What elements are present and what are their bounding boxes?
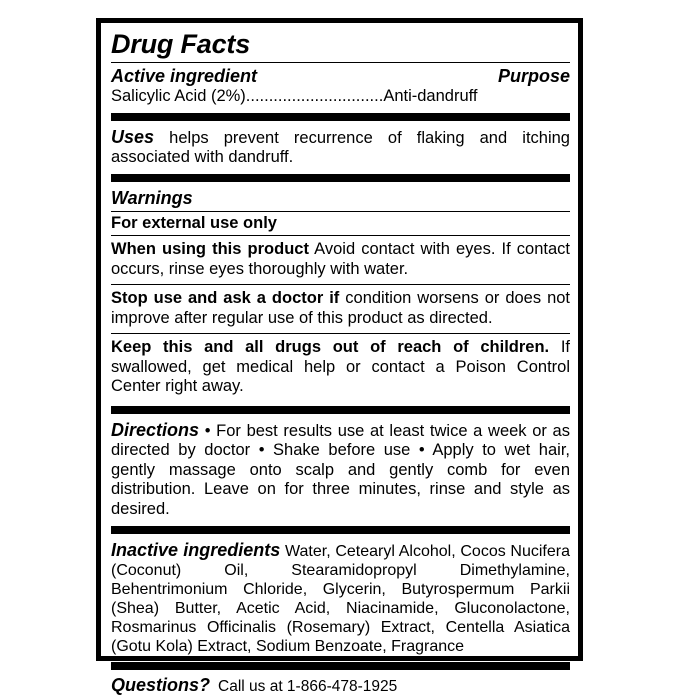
warning-item	[111, 238, 570, 282]
active-ingredient-divider	[111, 113, 570, 121]
warnings-divider-4	[111, 333, 570, 334]
uses-heading: Uses	[111, 126, 155, 147]
inactive-ingredients-heading: Inactive ingredients	[111, 539, 281, 560]
drug-facts-panel	[96, 18, 583, 696]
uses-text: helps prevent recurrence of flaking and itching associated with dandruff.	[111, 128, 570, 167]
inactive-ingredients-text: Water, Cetearyl Alcohol, Cocos Nucifera (Coconut) Oil, Stearamidopropyl Dimethylamine, Behentrimonium Chloride, Glycerin, Butyrospermum Parkii (Shea) Butter, Acetic Acid, Niacinamide, Gluconolactone, Rosmarinus Officinalis (Rosemary) Extract, Centella Asiatica (Gotu Kola) Extract, Sodium Benzoate, Fragrance	[111, 542, 570, 656]
uses-section	[111, 126, 570, 169]
page-title: Drug Facts	[111, 29, 251, 59]
warning-item-text: If swallowed, get medical help or contact a Poison Control Center right away.	[111, 338, 570, 396]
warnings-section-divider	[111, 406, 570, 414]
questions-text: Call us at 1-866-478-1925	[218, 678, 398, 696]
warnings-divider-3	[111, 284, 570, 285]
directions-text: • For best results use at least twice a week or as directed by doctor • Shake before use • Apply to wet hair, gently massage onto scalp and gently comb for even distribution. Leave on for three minutes, rinse and style as desired.	[111, 421, 570, 518]
warning-item-text: Avoid contact with eyes. If contact occurs, rinse eyes thoroughly with water.	[111, 240, 570, 278]
warnings-divider-1	[111, 211, 570, 212]
directions-section	[111, 419, 570, 521]
warnings-heading: Warnings	[111, 187, 193, 208]
warnings-section	[111, 187, 570, 401]
warning-item-text: condition worsens or does not improve after regular use of this product as directed.	[111, 289, 571, 327]
warning-item	[111, 287, 570, 331]
title-divider	[111, 62, 570, 63]
questions-heading: Questions?	[111, 675, 211, 696]
questions-section	[111, 675, 570, 696]
inactive-ingredients-section	[111, 539, 570, 658]
directions-heading: Directions	[111, 419, 200, 440]
uses-divider	[111, 174, 570, 182]
inactive-ingredients-divider	[111, 662, 570, 670]
warning-item-bold: When using this product	[111, 240, 309, 259]
warning-item	[111, 336, 570, 399]
active-ingredient-section	[111, 65, 570, 107]
active-ingredient-line: Salicylic Acid (2%)..............................Anti-dandruff	[111, 87, 478, 106]
warnings-divider-2	[111, 235, 570, 236]
purpose-heading: Purpose	[497, 66, 570, 87]
warning-item-bold: Keep this and all drugs out of reach of children.	[111, 338, 550, 357]
directions-divider	[111, 526, 570, 534]
active-ingredient-heading: Active ingredient	[111, 66, 258, 87]
warning-external-use: For external use only	[111, 213, 277, 232]
warning-item-bold: Stop use and ask a doctor if	[111, 289, 340, 308]
